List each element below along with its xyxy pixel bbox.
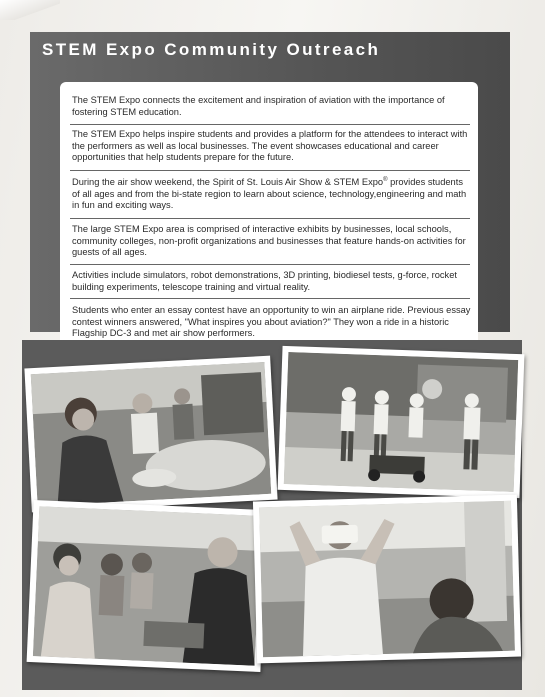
paragraph-essay: Students who enter an essay contest have an opportunity to win an airplane ride. Previous essay contest winners answered, "What inspires you about aviation?" They won a ride in a historic Flagship DC-3 and met air show performers. (72, 305, 471, 339)
divider (70, 298, 470, 299)
registered-mark: ® (383, 176, 388, 183)
paragraph-activities: Activities include simulators, robot demonstrations, 3D printing, biodiesel tests, g-force, rocket building experiments, telescope training and virtual reality. (72, 270, 457, 292)
page-title: STEM Expo Community Outreach (42, 40, 381, 59)
paragraph-airshow-lead: During the air show weekend, the Spirit of St. Louis Air Show & STEM Expo (72, 177, 384, 187)
robot-demonstration-photo (278, 346, 525, 498)
paragraph-platform: The STEM Expo helps inspire students and provides a platform for the attendees to interact with the performers as well as local businesses. The event showcases educational and career opportunities that help students prepare for the future. (72, 129, 468, 163)
page-corner-fold (0, 0, 60, 20)
divider (70, 218, 470, 219)
students-at-booth-photo (27, 500, 268, 672)
paragraph-airshow (72, 177, 472, 212)
paragraph-exhibits: The large STEM Expo area is comprised of interactive exhibits by businesses, local schools, community colleges, non-profit organizations and businesses that feature hands-on activities for guests of all ages. (72, 224, 466, 258)
divider (70, 124, 470, 125)
woman-at-exhibit-photo (24, 356, 277, 513)
virtual-reality-photo (253, 495, 521, 664)
paragraph-intro: The STEM Expo connects the excitement and inspiration of aviation with the importance of fostering STEM education. (72, 95, 445, 117)
divider (70, 264, 470, 265)
paragraph-airshow-body: provides students of all ages and from the bi-state region to learn about science, technology,engineering and math in fun and exciting ways. (72, 177, 467, 211)
divider (70, 170, 470, 171)
